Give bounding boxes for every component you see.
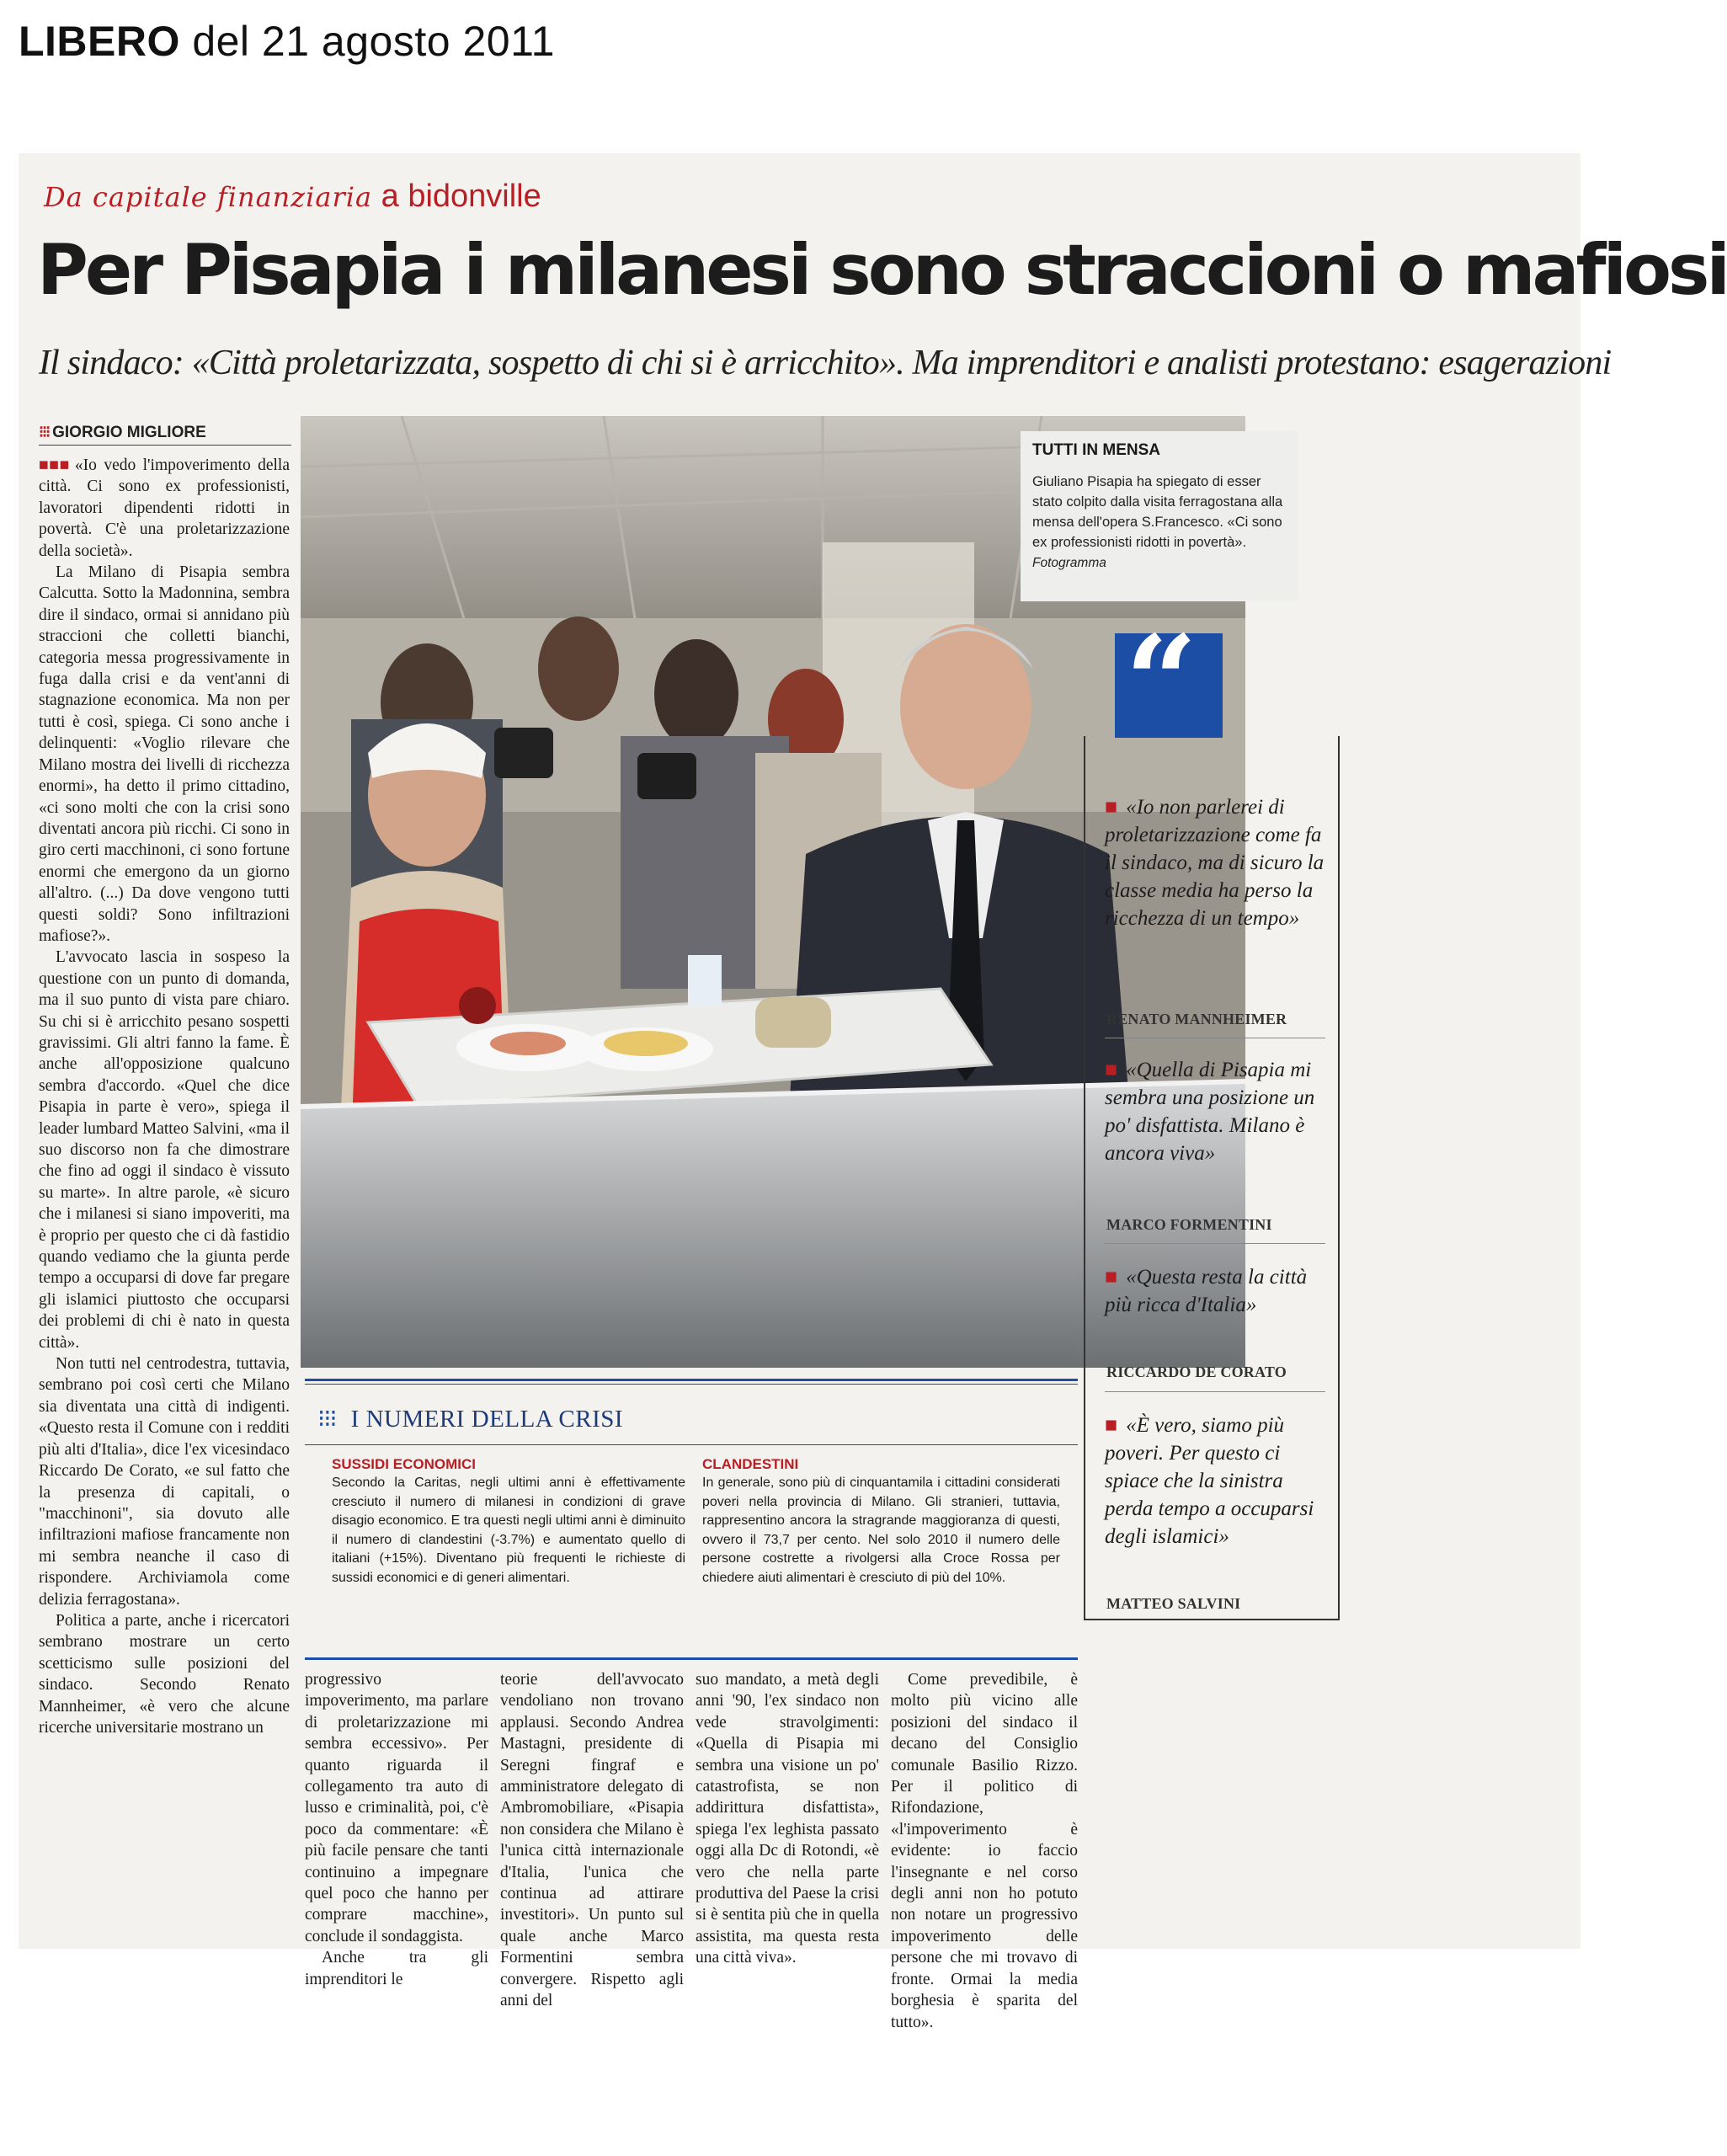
box-dots-icon: ⁝⁝⁝ xyxy=(317,1406,336,1433)
quote-divider xyxy=(1105,1391,1325,1392)
paragraph: Come prevedibile, è molto più vicino alle posizioni del sindaco il decano del Consiglio comunale Basilio Rizzo. Per il politico di Rifondazione, «l'impoverimento è evidente: io faccio l'insegnante e nel corso degli anni non ho potuto non notare un progressivo impoverimento delle persone che mi trovavo di fronte. Ormai la media borghesia è sparita del tutto». xyxy=(891,1671,1078,2031)
crisis-box-title: ⁝⁝⁝ I NUMERI DELLA CRISI xyxy=(317,1406,624,1433)
paragraph: ■■■ «Io vedo l'impoverimento della città. Ci sono ex professionisti, lavoratori dipendenti ridotti in povertà. C'è una proletarizzazione della società». xyxy=(39,456,290,560)
red-square-icon: ■ xyxy=(1105,1059,1118,1081)
article-column-5 xyxy=(891,1669,1078,2033)
kicker xyxy=(44,179,541,215)
publication-name: LIBERO xyxy=(19,18,180,65)
byline xyxy=(39,423,206,442)
article-column-1 xyxy=(39,455,290,1738)
red-square-icon: ■ xyxy=(1105,1266,1118,1289)
box-rule xyxy=(305,1657,1078,1660)
article-column-3 xyxy=(500,1669,684,2012)
crisis-heading-1: SUSSIDI ECONOMICI xyxy=(332,1456,476,1472)
paragraph: suo mandato, a metà degli anni '90, l'ex sindaco non vede stravolgimenti: «Quella di Pisapia mi sembra una visione un po' catastrofista, se non addirittura disfattista», spiega l'ex leghista passato oggi alla Dc di Rotondi, «è vero che nella parte produttiva del Paese la crisi si è sentita più che in quella assistita, ma questa resta una città viva». xyxy=(696,1671,879,1967)
quote-1: ■ «Io non parlerei di proletarizzazione come fa il sindaco, ma di sicuro la classe media ha perso la ricchezza di un tempo» xyxy=(1105,796,1325,930)
paragraph: teorie dell'avvocato vendoliano non trovano applausi. Secondo Andrea Mastagni, presidente di Seregni fingraf e amministratore delegato di Ambromobiliare, «Pisapia non considera che Milano è l'unica città internazionale d'Italia, l'unica che continua ad attirare investitori». Un punto sul quale anche Marco Formentini sembra convergere. Rispetto agli anni del xyxy=(500,1671,684,2010)
red-square-icon: ■ xyxy=(1105,796,1118,819)
subheadline: Il sindaco: «Città proletarizzata, sospetto di chi si è arricchito». Ma imprenditori e analisti protestano: esagerazioni xyxy=(39,344,1612,382)
caption-text: Giuliano Pisapia ha spiegato di esser stato colpito dalla visita ferragostana alla mensa dell'opera S.Francesco. «Ci sono ex professionisti ridotti in povertà». Fotogramma xyxy=(1032,474,1283,570)
quote-author: RICCARDO DE CORATO xyxy=(1106,1364,1287,1380)
quote-author: MATTEO SALVINI xyxy=(1106,1595,1241,1612)
quote-mark-icon: “ xyxy=(1115,633,1223,738)
article-column-4 xyxy=(696,1669,879,1969)
quote-4: ■ «È vero, siamo più poveri. Per questo ci spiace che la sinistra perda tempo a occuparsi degli islamici» xyxy=(1105,1414,1314,1548)
byline-author: GIORGIO MIGLIORE xyxy=(52,424,206,441)
quote-author: RENATO MANNHEIMER xyxy=(1106,1011,1287,1027)
paragraph: La Milano di Pisapia sembra Calcutta. Sotto la Madonnina, sembra dire il sindaco, ormai si annidano più straccioni che colletti bianchi, categoria messa progressivamente in fuga dalla crisi e da vent'anni di stagnazione economica. Ma non per tutti è così, spiega. Ci sono anche i delinquenti: «Voglio rilevare che Milano mostra dei livelli di ricchezza enormi», ha detto il primo cittadino, «ci sono molti che con la crisi sono diventati ancora più ricchi. Ci sono in giro certi macchinoni, ci sono fortune enormi che emergono da un giorno all'altro. (...) Da dove vengono tutti questi soldi? Sono infiltrazioni mafiose?». xyxy=(39,563,290,945)
quote-2: ■ «Quella di Pisapia mi sembra una posizione un po' disfattista. Milano è ancora viva» xyxy=(1105,1059,1315,1165)
paragraph: progressivo impoverimento, ma parlare di proletarizzazione mi sembra eccessivo». Per quanto riguarda il collegamento tra auto di lusso e criminalità, poi, c'è poco da commentare: «È più facile pensare che tanti continuino a impegnare quel poco che hanno per comprare macchine», conclude il sondaggista. xyxy=(305,1671,488,1945)
crisis-text-1: Secondo la Caritas, negli ultimi anni è effettivamente cresciuto il numero di milanesi in condizioni di grave disagio economico. E tra questi negli ultimi anni è diminuito il numero di clandestini (-3.7%) e aumentato quello di italiani (+15%). Diventano più frequenti le richieste di sussidi economici e di generi alimentari. xyxy=(332,1476,685,1585)
quote-3: ■ «Questa resta la città più ricca d'Italia» xyxy=(1105,1266,1308,1316)
box-rule xyxy=(305,1444,1078,1445)
paragraph: Anche tra gli imprenditori le xyxy=(305,1949,488,1988)
paragraph: Non tutti nel centrodestra, tuttavia, sembrano poi così certi che Milano sia diventata una città di indigenti. «Questo resta il Comune con i redditi più alti d'Italia», dice l'ex vicesindaco Riccardo De Corato, «e sul fatto che la presenza di capitali, o "macchinoni", sia dovuto alle infiltrazioni mafiose francamente non mi sembra neanche il caso di rispondere. Archiviamola come delizia ferragostana». xyxy=(39,1355,290,1609)
paragraph: Politica a parte, anche i ricercatori sembrano mostrare un certo scetticismo sulle posizioni del sindaco. Secondo Renato Mannheimer, «è vero che alcune ricerche universitarie mostrano un xyxy=(39,1611,290,1737)
byline-rule xyxy=(39,445,291,446)
kicker-handwritten: Da capitale finanziaria xyxy=(44,181,373,213)
box-rule xyxy=(305,1384,1078,1385)
photo-caption xyxy=(1021,431,1298,601)
headline: Per Pisapia i milanesi sono straccioni o mafiosi xyxy=(37,229,1727,311)
photo-credit: Fotogramma xyxy=(1032,556,1106,570)
byline-dots-icon: ⁝⁝⁝ xyxy=(39,424,50,441)
publication-header xyxy=(19,17,555,66)
quote-author: MARCO FORMENTINI xyxy=(1106,1216,1272,1233)
paragraph: L'avvocato lascia in sospeso la questione con un punto di domanda, ma il suo punto di vista pare chiaro. Su chi si è arricchito pesano sospetti gravissimi. Gli altri fanno la fame. È anche all'opposizione qualcuno sembra d'accordo. «Quel che dice Pisapia in parte è vero», spiega il leader lumbard Matteo Salvini, «ma il suo discorso non fa che dimostrare che fino ad oggi il sindaco è vissuto su marte». In altre parole, «è sicuro che i milanesi si siano impoveriti, ma è proprio per questo che ci dà fastidio quando vediamo che la giunta perde tempo a occuparsi di dove far pregare gli islamici piuttosto che occuparsi dei problemi di chi è nato in questa città». xyxy=(39,948,290,1352)
kicker-text: a bidonville xyxy=(381,179,541,214)
caption-title: TUTTI IN MENSA xyxy=(1032,441,1160,459)
publication-date: del 21 agosto 2011 xyxy=(192,18,555,65)
newspaper-clipping xyxy=(19,153,1727,2031)
quote-divider xyxy=(1105,1243,1325,1244)
red-square-icon: ■ xyxy=(1105,1414,1118,1437)
crisis-heading-2: CLANDESTINI xyxy=(702,1456,799,1472)
red-square-icon: ■■■ xyxy=(39,456,70,474)
box-rule xyxy=(305,1379,1078,1381)
article-column-2 xyxy=(305,1669,488,1990)
crisis-text-2: In generale, sono più di cinquantamila i cittadini considerati poveri nella provincia di Milano. Gli stranieri, tuttavia, rappresentino ancora la stragrande maggioranza di questi, ovvero il 73,7 per cento. Nel solo 2010 il numero delle persone costrette a rivolgersi alla Croce Rossa per chiedere aiuti alimentari è cresciuto di più del 10%. xyxy=(702,1476,1060,1585)
